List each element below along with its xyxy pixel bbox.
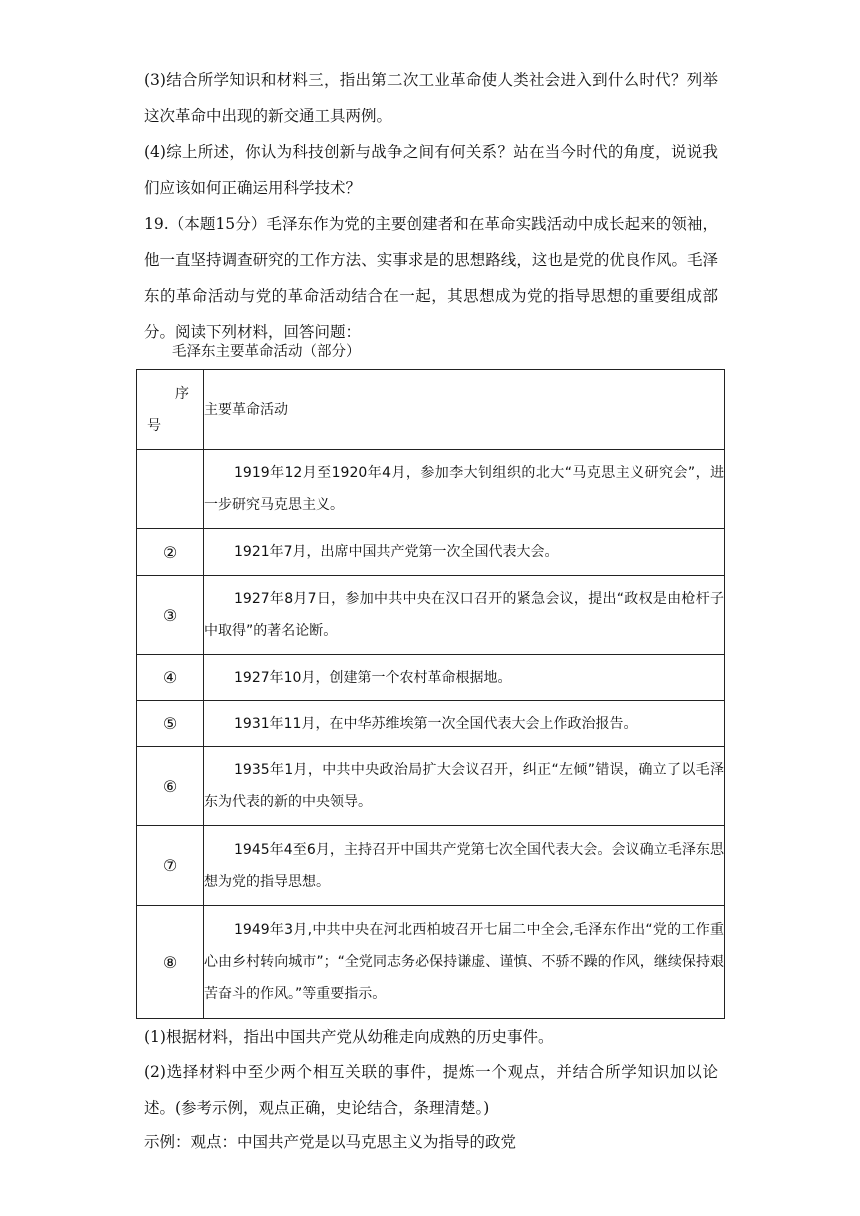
header-number-line1: 序 bbox=[175, 385, 189, 402]
row-activity bbox=[204, 826, 725, 906]
row-number: ⑧ bbox=[137, 906, 204, 1019]
header-number-line2: 号 bbox=[147, 417, 161, 434]
row-activity-text: 1935年1月，中共中央政治局扩大会议召开，纠正“左倾”错误，确立了以毛泽东为代表的新的中央领导。 bbox=[204, 762, 724, 810]
row-activity-text: 1921年7月，出席中国共产党第一次全国代表大会。 bbox=[234, 544, 559, 560]
row-activity-text: 1927年10月，创建第一个农村革命根据地。 bbox=[234, 669, 512, 686]
question-3: (3)结合所学知识和材料三，指出第二次工业革命使人类社会进入到什么时代？列举这次革命中出现的新交通工具两例。 bbox=[144, 71, 718, 125]
table-caption: 毛泽东主要革命活动（部分） bbox=[172, 344, 361, 360]
row-activity bbox=[204, 655, 725, 701]
row-activity bbox=[204, 450, 725, 529]
row-activity bbox=[204, 906, 725, 1019]
table-row bbox=[137, 826, 725, 906]
row-activity-text: 1919年12月至1920年4月，参加李大钊组织的北大“马克思主义研究会”，进一步研究马克思主义。 bbox=[204, 465, 724, 513]
activities-table bbox=[136, 369, 725, 1019]
table-row bbox=[137, 906, 725, 1019]
row-number: ⑤ bbox=[137, 701, 204, 747]
table-row bbox=[137, 576, 725, 655]
table-row bbox=[137, 701, 725, 747]
row-number: ③ bbox=[137, 576, 204, 655]
row-number: ⑦ bbox=[137, 826, 204, 906]
row-number: ⑥ bbox=[137, 747, 204, 826]
row-activity bbox=[204, 529, 725, 576]
table-row bbox=[137, 450, 725, 529]
row-number: ④ bbox=[137, 655, 204, 701]
header-activity: 主要革命活动 bbox=[204, 370, 725, 450]
example-line: 示例：观点：中国共产党是以马克思主义为指导的政党 bbox=[144, 1133, 517, 1151]
row-number: ② bbox=[137, 529, 204, 576]
question-19-stem: 19.（本题15分）毛泽东作为党的主要创建者和在革命实践活动中成长起来的领袖，他一直坚持调查研究的工作方法、实事求是的思想路线，这也是党的优良作风。毛泽东的革命活动与党的革命活动结合在一起，其思想成为党的指导思想的重要组成部分。阅读下列材料，回答问题： bbox=[144, 215, 718, 341]
row-activity-text: 1927年8月7日，参加中共中央在汉口召开的紧急会议，提出“政权是由枪杆子中取得”的著名论断。 bbox=[204, 591, 724, 639]
table-row bbox=[137, 529, 725, 576]
row-activity-text: 1945年4至6月，主持召开中国共产党第七次全国代表大会。会议确立毛泽东思想为党的指导思想。 bbox=[204, 841, 724, 890]
table-header-row bbox=[137, 370, 725, 450]
sub-question-2: (2)选择材料中至少两个相互关联的事件，提炼一个观点，并结合所学知识加以论述。(参考示例，观点正确，史论结合，条理清楚。) bbox=[144, 1063, 718, 1117]
row-activity bbox=[204, 576, 725, 655]
question-4: (4)综上所述，你认为科技创新与战争之间有何关系？站在当今时代的角度，说说我们应该如何正确运用科学技术？ bbox=[144, 143, 718, 197]
table-row bbox=[137, 655, 725, 701]
row-activity-text: 1949年3月,中共中央在河北西柏坡召开七届二中全会,毛泽东作出“党的工作重心由乡村转向城市”；“全党同志务必保持谦虚、谨慎、不骄不躁的作风，继续保持艰苦奋斗的作风。”等重要指示。 bbox=[204, 922, 724, 1002]
row-number bbox=[137, 450, 204, 529]
row-activity-text: 1931年11月，在中华苏维埃第一次全国代表大会上作政治报告。 bbox=[234, 715, 638, 732]
row-activity bbox=[204, 701, 725, 747]
sub-question-1: (1)根据材料，指出中国共产党从幼稚走向成熟的历史事件。 bbox=[144, 1028, 554, 1046]
table-row bbox=[137, 747, 725, 826]
header-number bbox=[137, 370, 204, 450]
row-activity bbox=[204, 747, 725, 826]
